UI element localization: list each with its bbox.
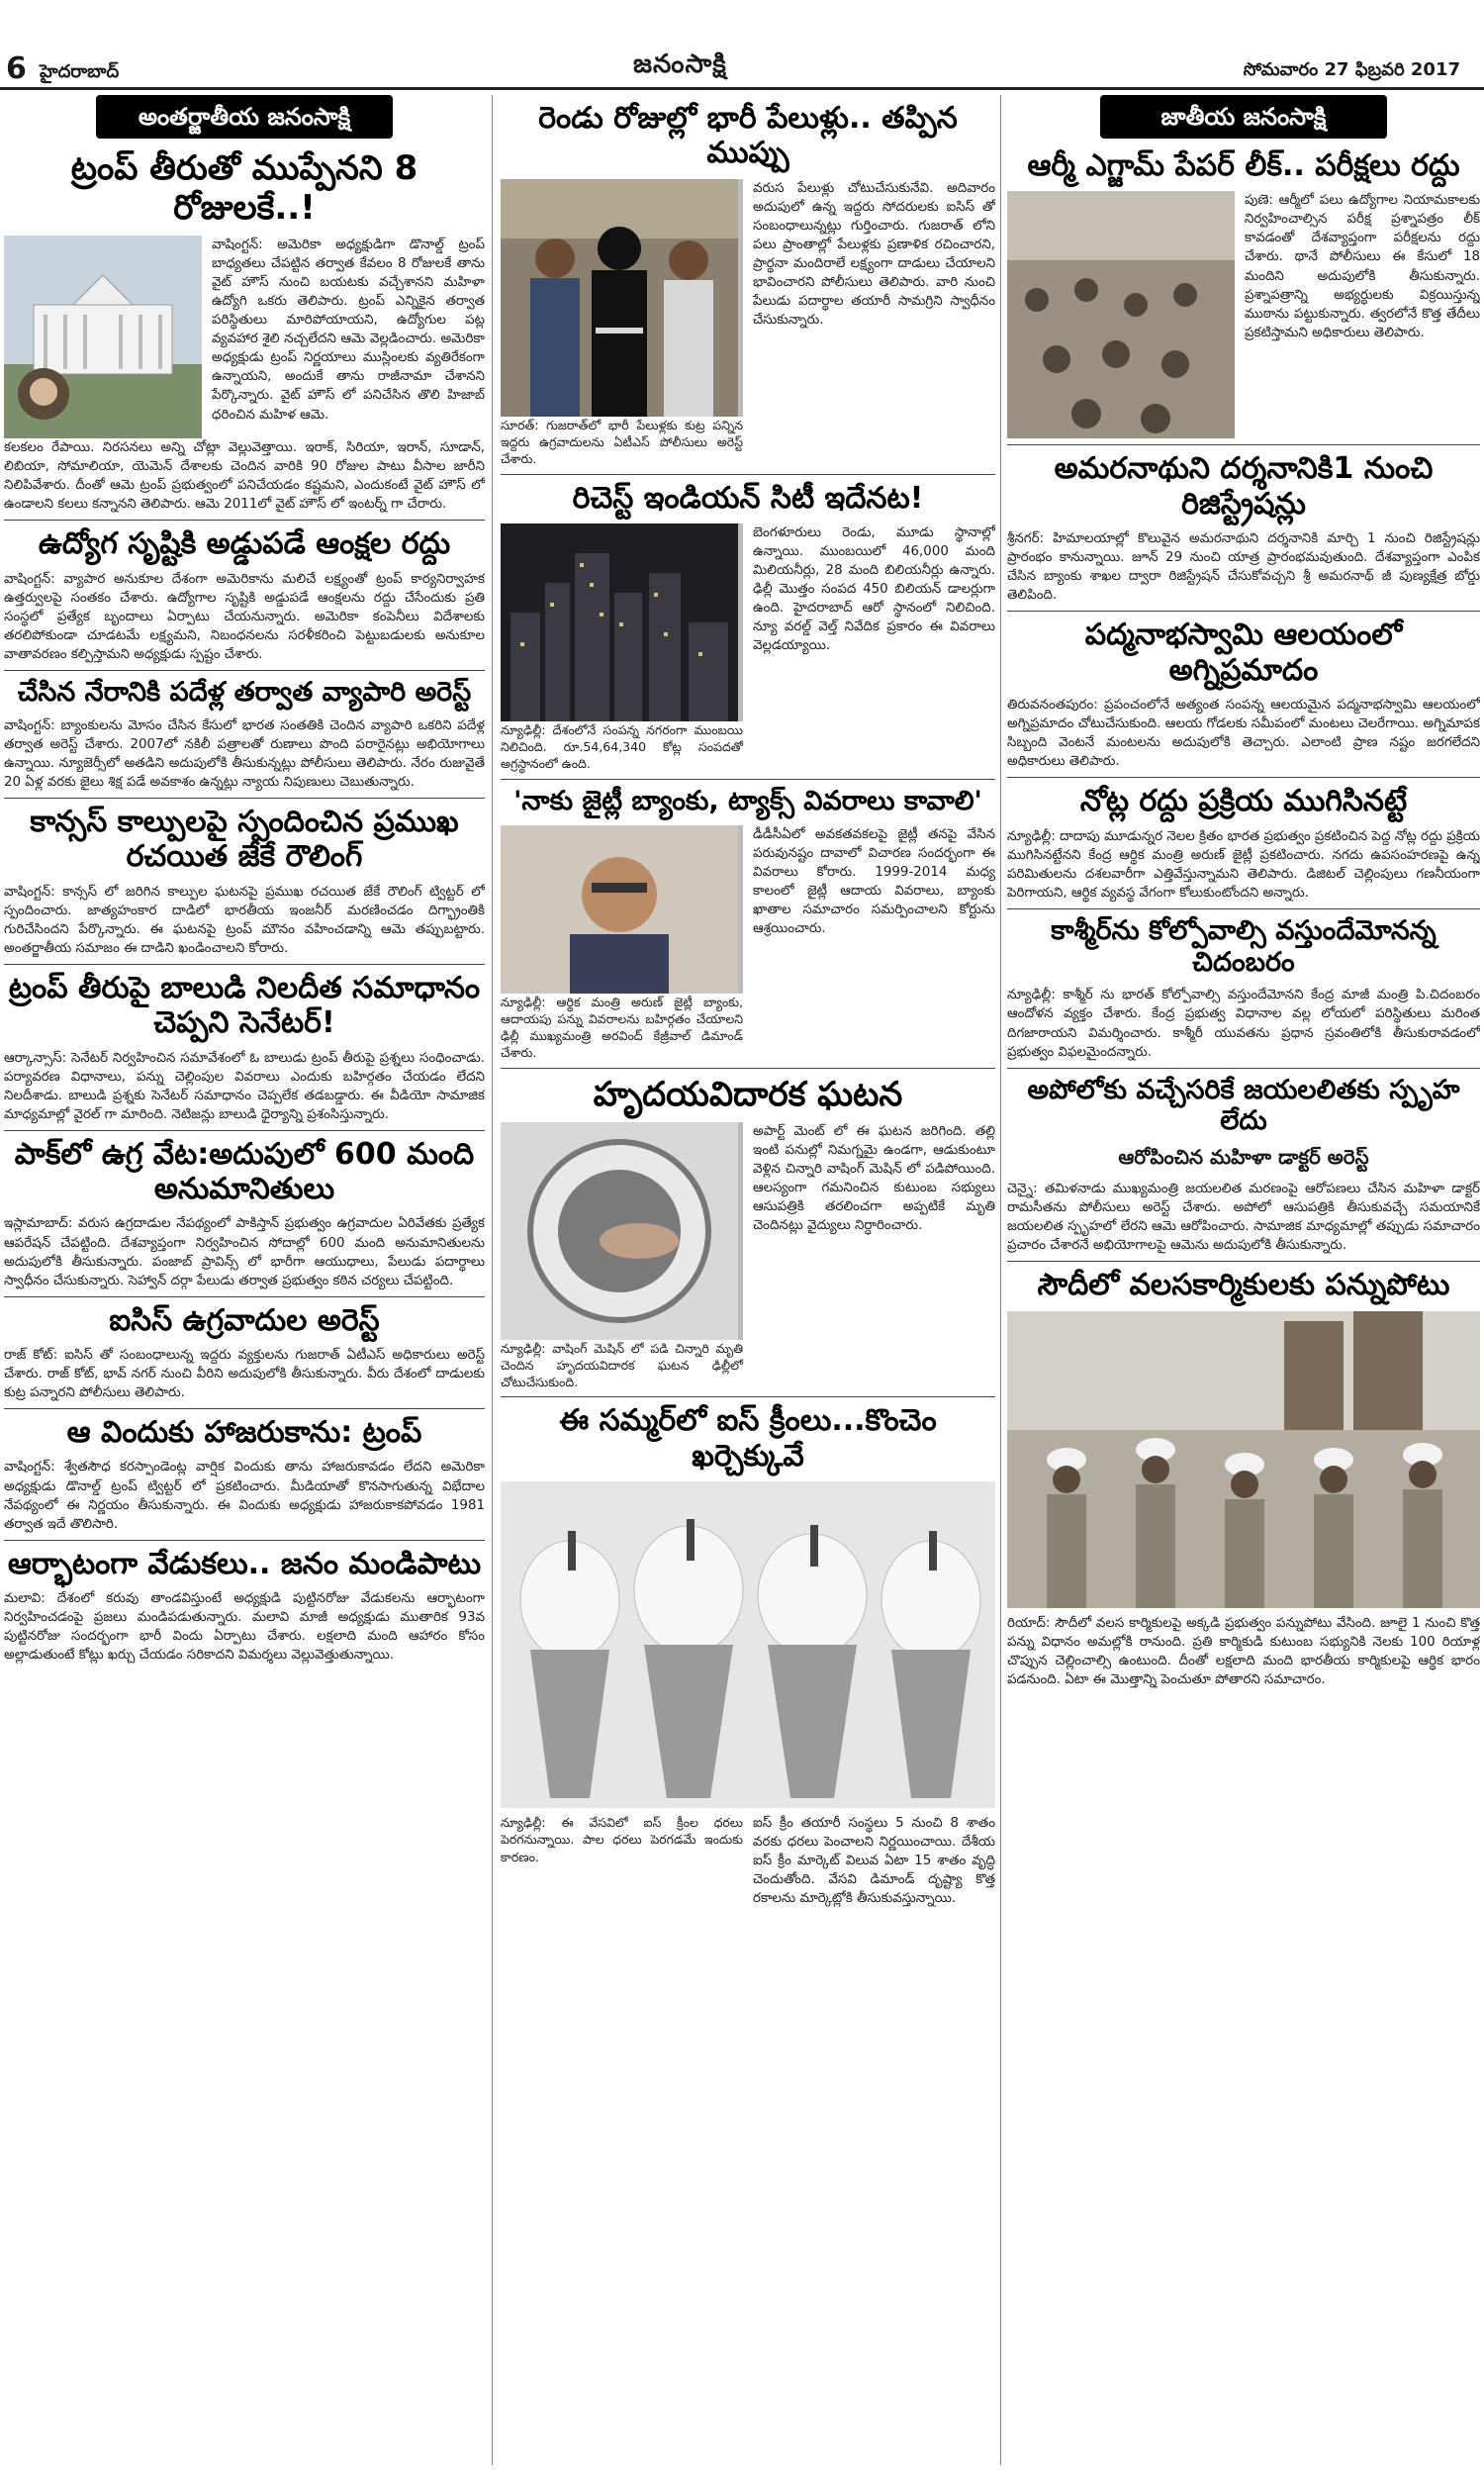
- article-body: శ్రీనగర్: హిమాలయాల్లో కొలువైన అమరనాథుని దర్శనానికి మార్చి 1 నుంచి రిజిస్ట్రేషన్లు ప్రారంభం కానున్నాయి. జూన్ 29 నుంచి యాత్ర ప్రారంభమవుతుంది. దేశవ్యాప్తంగా ఎంపిక చేసిన బ్యాంకు శాఖల ద్వారా రిజిస్ట్రేషన్ చేసుకోవచ్చని శ్రీ అమరనాథ్ జీ పుణ్యక్షేత్ర బోర్డు తెలిపింది.: [1007, 531, 1480, 604]
- headline: ట్రంప్ తీరుపై బాలుడి నిలదీత సమాధానం చెప్పని సెనేటర్!: [8, 970, 481, 1041]
- article-body: వాషింగ్టన్: అమెరికా అధ్యక్షుడిగా డొనాల్డ్ ట్రంప్ బాధ్యతలు చేపట్టిన తర్వాత కేవలం 8 రోజులకే తాను వైట్ హౌస్ నుంచి బయటకు వచ్చేశానని మహిళా ఉద్యోగి ఒకరు తెలిపారు. ట్రంప్ ఎన్నికైన తర్వాత పరిస్థితులు మారిపోయాయని, ఉద్యోగుల పట్ల వ్యవహార శైలి నచ్చలేదని ఆమె వెల్లడించారు. అమెరికా అధ్యక్షుడు ట్రంప్ నిర్ణయాలు ముస్లింలకు వ్యతిరేకంగా ఉన్నాయని, అందుకే తాను రాజీనామా చేశానని పేర్కొన్నారు. వైట్ హౌస్ లో పనిచేసిన తొలి హిజాబ్ ధరించిన మహిళ ఆమె.: [212, 238, 485, 423]
- washing-machine-image: [501, 1122, 738, 1340]
- headline: 'నాకు జైట్లీ బ్యాంకు, ట్యాక్స్ వివరాలు కావాలి': [513, 785, 982, 816]
- article-body: వాషింగ్టన్: శ్వేతసౌధ కరస్పాండెంట్ల వార్షిక విందుకు తాను హాజరుకావడం లేదని అమెరికా అధ్యక్షుడు డొనాల్డ్ ట్రంప్ ట్విట్టర్ లో ప్రకటించారు. మీడియాతో కొనసాగుతున్న విభేదాల నేపథ్యంలో ఈ నిర్ణయం తీసుకున్నారు. ఈ విందుకు అధ్యక్షుడు హాజరుకాకపోవడం 1981 తర్వాత ఇదే తొలిసారి.: [4, 1460, 485, 1532]
- article-body: కలకలం రేపాయి. నిరసనలు అన్ని చోట్లా వెల్లువెత్తాయి. ఇరాక్, సిరియా, ఇరాన్, సూడాన్, లిబియా, సోమాలియా, యెమెన్ దేశాలకు చెందిన వారికి 90 రోజుల పాటు వీసాల జారీని నిలిపివేశారు. దీంతో ఆమె ట్రంప్ ప్రభుత్వంలో పనిచేయడం కష్టమని, ఎందుకంటే వైట్ హౌస్ లో ఉండాలని కలలు కన్నానని తెలిపారు. ఆమె 2011లో వైట్ హౌస్ లో ఇంటర్న్ గా చేరారు.: [4, 440, 485, 513]
- ice-cream-photo: [501, 1481, 995, 1808]
- headline: సౌదీలో వలసకార్మికులకు పన్నుపోటు: [1037, 1268, 1450, 1303]
- photo-caption: సూరత్: గుజరాత్‌లో భారీ పేలుళ్లకు కుట్ర పన్నిన ఇద్దరు ఉగ్రవాదులను ఏటీఎస్ పోలీసులు అరెస్ట్ చేశారు.: [501, 417, 743, 467]
- headline: రిచెస్ట్ ఇండియన్ సిటీ ఇదేనట!: [572, 480, 924, 516]
- newspaper-logo: జనంసాక్షి: [633, 49, 727, 79]
- issue-date: సోమవారం 27 ఫిబ్రవరి 2017: [1243, 59, 1460, 80]
- photo-caption: న్యూఢిల్లీ: ఈ వేసవిలో ఐస్ క్రీంల ధరలు పెరగనున్నాయి. పాల ధరలు పెరగడమే ఇందుకు కారణం.: [501, 1815, 743, 1864]
- column-divider: [492, 95, 493, 2465]
- article-body: వాషింగ్టన్: బ్యాంకులను మోసం చేసిన కేసులో భారత సంతతికి చెందిన వ్యాపారి ఒకరిని పదేళ్ల తర్వాత అరెస్ట్ చేశారు. 2007లో నకిలీ పత్రాలతో రుణాలు పొంది పరారైనట్లు అభియోగాలు ఉన్నాయి. న్యూజెర్సీలో అతడిని అదుపులోకి తీసుకున్నట్లు పోలీసులు తెలిపారు. నేరం రుజువైతే 20 ఏళ్ల వరకు జైలు శిక్ష పడే అవకాశం ఉన్నట్లు న్యాయ నిపుణులు చెబుతున్నారు.: [4, 717, 485, 790]
- article-body: పుణె: ఆర్మీలో పలు ఉద్యోగాల నియామకాలకు నిర్వహించాల్సిన పరీక్ష ప్రశ్నాపత్రం లీక్ కావడంతో దేశవ్యాప్తంగా పరీక్షలను రద్దు చేశారు. థానే పోలీసులు ఈ కేసులో 18 మందిని అదుపులోకి తీసుకున్నారు. ప్రశ్నాపత్రాన్ని అభ్యర్థులకు విక్రయిస్తున్న ముఠాను పట్టుకున్నారు. త్వరలోనే కొత్త తేదీలు ప్రకటిస్తామని అధికారులు తెలిపారు.: [1245, 193, 1480, 340]
- headline: నోట్ల రద్దు ప్రక్రియ ముగిసినట్టే: [1079, 784, 1408, 819]
- article-body: న్యూఢిల్లీ: దాదాపు మూడున్నర నెలల క్రితం భారత ప్రభుత్వం ప్రకటించిన పెద్ద నోట్ల రద్దు ప్రక్రియ ముగిసినట్టేనని కేంద్ర ఆర్థిక మంత్రి అరుణ్ జైట్లీ ప్రకటించారు. నగదు ఉపసంహరణపై ఉన్న పరిమితులను దశలవారీగా ఎత్తివేస్తున్నామని తెలిపారు. డిజిటల్ చెల్లింపులు గణనీయంగా పెరిగాయని, ఆర్థిక వ్యవస్థ వేగంగా కోలుకుంటోందని అన్నారు.: [1007, 828, 1480, 901]
- article-body: వరుస పేలుళ్లు చోటుచేసుకునేవి. అదివారం అదుపులో ఉన్న ఇద్దరు సోదరులకు ఐసిస్ తో సంబంధాలున్నట్లు గుర్తించారు. గుజరాత్ లోని పలు ప్రాంతాల్లో పేలుళ్లకు ప్రణాళిక రచించారని, ప్రార్థనా మందిరాలే లక్ష్యంగా దాడులు చేయాలని భావించారని పోలీసులు తెలిపారు. వారి నుంచి పేలుడు పదార్థాల తయారీ సామగ్రిని స్వాధీనం చేసుకున్నారు.: [753, 180, 995, 328]
- headline: ఈ సమ్మర్‌లో ఐస్ క్రీంలు...కొంచెం ఖర్చెక్కువే: [559, 1403, 937, 1474]
- headline: ట్రంప్ తీరుతో ముప్పేనని 8 రోజులకే..!: [70, 148, 418, 229]
- city-night-photo: [501, 524, 743, 721]
- article-body: చెన్నై: తమిళనాడు ముఖ్యమంత్రి జయలలిత మరణంపై ఆరోపణలు చేసిన మహిళా డాక్టర్ రామసీతను పోలీసులు అరెస్ట్ చేశారు. అపోలో ఆసుపత్రికి తీసుకువచ్చే సమయానికే జయలలిత స్పృహలో లేరని ఆమె ఆరోపించారు. సామాజిక మాధ్యమాల్లో తప్పుడు సమాచారం ప్రచారం చేశారనే అభియోగాలపై ఆమెను అదుపులోకి తీసుకున్నారు.: [1007, 1182, 1480, 1254]
- article-body: డీడీసీఏలో అవకతవకలపై జైట్లీ తనపై వేసిన పరువునష్టం దావాలో విచారణ సందర్భంగా ఈ వివరాలు కోరారు. 1999-2014 మధ్య కాలంలో జైట్లీ ఆదాయ వివరాలు, బ్యాంకు ఖాతాల సమాచారం సమర్పించాలని కోర్టును ఆశ్రయించారు.: [753, 826, 995, 936]
- page-number: 6: [6, 51, 27, 86]
- white-house-image: [4, 236, 202, 438]
- article-body: వాషింగ్టన్: వ్యాపార అనుకూల దేశంగా అమెరికాను మలిచే లక్ష్యంతో ట్రంప్ కార్యనిర్వాహక ఉత్తర్వులపై సంతకం చేశారు. ఉద్యోగాల సృష్టికి అడ్డుపడే ఆంక్షలను రద్దు చేసేందుకు ప్రతి సంస్థలో ప్రత్యేక బృందాలు ఏర్పాటు చేయనున్నారు. అమెరికా కంపెనీలు విదేశాలకు తరలిపోకుండా చూడటమే లక్ష్యమని, నిబంధనలను సరళీకరించి పెట్టుబడులకు అనుకూల వాతావరణం కల్పిస్తామని అధ్యక్షుడు స్పష్టం చేశారు.: [4, 571, 485, 662]
- article-body: ఆర్కాన్సాస్: సెనేటర్ నిర్వహించిన సమావేశంలో ఓ బాలుడు ట్రంప్ తీరుపై ప్రశ్నలు సంధించాడు. పర్యావరణ విధానాలు, పన్ను చెల్లింపుల వివరాలు ఎందుకు బహిర్గతం చేయడం లేదని నిలదీశాడు. బాలుడి ప్రశ్నకు సెనేటర్ సమాధానం చెప్పలేక తడబడ్డారు. ఈ వీడియో సామాజిక మాధ్యమాల్లో వైరల్ గా మారింది. నెటిజన్లు బాలుడి ధైర్యాన్ని ప్రశంసిస్తున్నారు.: [4, 1050, 485, 1122]
- headline: పాక్‌లో ఉగ్ర వేట:అదుపులో 600 మంది అనుమానితులు: [14, 1136, 475, 1207]
- workers-photo: [1007, 1311, 1480, 1608]
- ice-cream-image: [501, 1481, 995, 1808]
- workers-image: [1007, 1311, 1480, 1608]
- article-body: మలావి: దేశంలో కరువు తాండవిస్తుంటే అధ్యక్షుడి పుట్టినరోజు వేడుకలను ఆర్భాటంగా నిర్వహించడంపై ప్రజలు మండిపడుతున్నారు. మలావి మాజీ అధ్యక్షుడు ముతారిక 93వ పుట్టినరోజు సందర్భంగా భారీ విందు ఏర్పాటు చేశారు. లక్షలాది మంది ఆహారం కోసం అల్లాడుతుంటే కోట్లు ఖర్చు చేయడం సరికాదని విమర్శలు వెల్లువెత్తుతున్నాయి.: [4, 1590, 485, 1664]
- white-house-photo: [4, 236, 202, 438]
- column-national: [1007, 95, 1480, 2465]
- headline: ఐసిస్ ఉగ్రవాదుల అరెస్ట్: [109, 1302, 380, 1338]
- skyline-image: [501, 524, 738, 721]
- exam-image: [1007, 191, 1235, 438]
- article-body: అపార్ట్ మెంట్ లో ఈ ఘటన జరిగింది. తల్లి ఇంటి పనుల్లో నిమగ్నమై ఉండగా, ఆడుకుంటూ వెళ్లిన చిన్నారి వాషింగ్ మెషిన్ లో పడిపోయింది. ఆలస్యంగా గమనించిన కుటుంబ సభ్యులు ఆసుపత్రికి తరలించగా అప్పటికే మృతి చెందినట్లు వైద్యులు నిర్ధారించారు.: [753, 1123, 995, 1233]
- masthead: [0, 0, 1484, 90]
- article-body: న్యూఢిల్లీ: కాశ్మీర్ ను భారత్ కోల్పోవాల్సి వస్తుందేమోనని కేంద్ర మాజీ మంత్రి పి.చిదంబరం ఆందోళన వ్యక్తం చేశారు. కేంద్ర ప్రభుత్వ విధానాల వల్ల లోయలో పరిస్థితులు మరింత దిగజారాయని విమర్శించారు. కాశ్మీరీ యువతను ప్రధాన స్రవంతిలోకి తీసుకురావడంలో ప్రభుత్వం విఫలమైందన్నారు.: [1007, 988, 1480, 1060]
- portrait-image: [501, 825, 738, 994]
- edition-city: హైదరాబాద్: [40, 61, 120, 82]
- article-body: తిరువనంతపురం: ప్రపంచంలోనే అత్యంత సంపన్న ఆలయమైన పద్మనాభస్వామి ఆలయంలో అగ్నిప్రమాదం చోటుచేసుకుంది. ఆలయ గోడలకు సమీపంలో మంటలు చెలరేగాయి. అగ్నిమాపక సిబ్బంది వెంటనే మంటలను అదుపులోకి తెచ్చారు. ఎలాంటి ప్రాణ నష్టం జరగలేదని అధికారులు తెలిపారు.: [1007, 698, 1480, 770]
- headline: ఉద్యోగ సృష్టికి అడ్డుపడే ఆంక్షల రద్దు: [38, 526, 451, 562]
- headline: రెండు రోజుల్లో భారీ పేలుళ్లు.. తప్పిన ముప్పు: [538, 101, 958, 171]
- article-body: ఇస్లామాబాద్: వరుస ఉగ్రదాడుల నేపథ్యంలో పాకిస్తాన్ ప్రభుత్వం ఉగ్రవాదుల ఏరివేతకు ప్రత్యేక ఆపరేషన్ చేపట్టింది. దేశవ్యాప్తంగా నిర్వహించిన సోదాల్లో 600 మంది అనుమానితులను అదుపులోకి తీసుకున్నారు. పంజాబ్ ప్రావిన్స్ లో భారీగా ఆయుధాలు, పేలుడు పదార్థాలు స్వాధీనం చేసుకున్నారు. సెహ్వాన్ దర్గా పేలుడు తర్వాత ప్రభుత్వం కఠిన చర్యలు చేపట్టింది.: [4, 1216, 485, 1288]
- headline: పద్మనాభస్వామి ఆలయంలో అగ్నిప్రమాదం: [1084, 618, 1403, 688]
- headline: ఆర్భాటంగా వేడుకలు.. జనం మండిపాటు: [7, 1546, 482, 1581]
- arrest-photo: [501, 179, 743, 417]
- headline: చేసిన నేరానికి పదేళ్ల తర్వాత వ్యాపారి అరెస్ట్: [17, 676, 472, 708]
- headline: అపోలోకు వచ్చేసరికే జయలలితకు స్పృహ లేదు: [1027, 1074, 1460, 1137]
- exam-photo: [1007, 191, 1235, 438]
- headline: ఆ విందుకు హాజరుకాను: ట్రంప్: [66, 1415, 422, 1451]
- article-body: రియాద్: సౌదీలో వలస కార్మికులపై అక్కడి ప్రభుత్వం పన్నుపోటు వేసింది. జూలై 1 నుంచి కొత్త పన్ను విధానం అమల్లోకి రానుంది. ప్రతి కార్మికుడి కుటుంబ సభ్యునికి నెలకు 100 రియాళ్ల చొప్పున చెల్లించాల్సి ఉంటుంది. దీంతో లక్షలాది మంది భారతీయ కార్మికులపై ఆర్థిక భారం పడనుంది. ఏటా ఈ మొత్తాన్ని పెంచుతూ పోతారని సమాచారం.: [1007, 1615, 1480, 1687]
- column-main: [501, 95, 995, 2465]
- article-body: వాషింగ్టన్: కాన్సస్ లో జరిగిన కాల్పుల ఘటనపై ప్రముఖ రచయిత జేకే రౌలింగ్ ట్విట్టర్ లో స్పందించారు. జాత్యహంకార దాడిలో భారతీయ ఇంజనీర్ మరణించడం దిగ్భ్రాంతికి గురిచేసిందని పేర్కొన్నారు. ఈ ఘటనపై ట్రంప్ మౌనం వహించడాన్ని ఆమె తప్పుబట్టారు. అంతర్జాతీయ సమాజం ఈ దాడిని ఖండించాలని కోరారు.: [4, 884, 485, 956]
- section-banner: అంతర్జాతీయ జనంసాక్షి: [96, 95, 393, 139]
- photo-caption: న్యూఢిల్లీ: ఆర్థిక మంత్రి అరుణ్ జైట్లీ బ్యాంకు, ఆదాయపు పన్ను వివరాలను బహిర్గతం చేయాలని ఢిల్లీ ముఖ్యమంత్రి అరవింద్ కేజ్రీవాల్ డిమాండ్ చేశారు.: [501, 994, 743, 1061]
- headline: అమరనాథుని దర్శనానికి1 నుంచి రిజిస్ట్రేషన్లు: [1054, 451, 1434, 522]
- article-body: రాజ్ కోట్: ఐసిస్ తో సంబంధాలున్న ఇద్దరు వ్యక్తులను గుజరాత్ ఏటీఎస్ అధికారులు అరెస్ట్ చేశారు. రాజ్ కోట్, భావ్ నగర్ నుంచి వీరిని అదుపులోకి తీసుకున్నారు. వీరు దేశంలో దాడులకు కుట్ర పన్నారని పోలీసులు తెలిపారు.: [4, 1347, 485, 1401]
- column-divider: [1000, 95, 1001, 2465]
- article-body: బెంగళూరులు రెండు, మూడు స్థానాల్లో ఉన్నాయి. ముంబయిలో 46,000 మంది మిలియనీర్లు, 28 మంది బిలియనీర్లు ఉన్నారు. ఢిల్లీ మొత్తం సంపద 450 బిలియన్ డాలర్లుగా ఉంది. హైదరాబాద్ ఆరో స్థానంలో నిలిచింది. న్యూ వరల్డ్ వెల్త్ నివేదిక ప్రకారం ఈ వివరాలు వెల్లడయ్యాయి.: [753, 524, 995, 654]
- column-international: [4, 95, 485, 2465]
- photo-caption: న్యూఢిల్లీ: దేశంలోనే సంపన్న నగరంగా ముంబయి నిలిచింది. రూ.54,64,340 కోట్ల సంపదతో అగ్రస్థానంలో ఉంది.: [501, 721, 743, 772]
- headline: హృదయవిదారక ఘటన: [593, 1074, 903, 1114]
- washing-machine-photo: [501, 1122, 743, 1340]
- kejriwal-photo: [501, 825, 743, 994]
- photo-caption: న్యూఢిల్లీ: వాషింగ్ మెషిన్ లో పడి చిన్నారి మృతి చెందిన హృదయవిదారక ఘటన ఢిల్లీలో చోటుచేసుకుంది.: [501, 1340, 743, 1390]
- section-banner: జాతీయ జనంసాక్షి: [1100, 95, 1387, 139]
- headline: ఆర్మీ ఎగ్జామ్ పేపర్ లీక్.. పరీక్షలు రద్దు: [1027, 148, 1460, 183]
- subheadline: ఆరోపించిన మహిళా డాక్టర్ అరెస్ట్: [1118, 1145, 1369, 1170]
- headline: కాశ్మీర్‌ను కోల్పోవాల్సి వస్తుందేమోనన్న చిదంబరం: [1051, 914, 1437, 978]
- arrest-image: [501, 179, 738, 417]
- headline: కాన్సస్ కాల్పులపై స్పందించిన ప్రముఖ రచయిత జేకే రౌలింగ్: [30, 804, 459, 875]
- article-body: ఐస్ క్రీం తయారీ సంస్థలు 5 నుంచి 8 శాతం వరకు ధరలు పెంచాలని నిర్ణయించాయి. దేశీయ ఐస్ క్రీం మార్కెట్ విలువ ఏటా 15 శాతం వృద్ధి చెందుతోంది. వేసవి డిమాండ్ దృష్ట్యా కొత్త రకాలను మార్కెట్లోకి తీసుకువస్తున్నాయి.: [753, 1816, 995, 1907]
